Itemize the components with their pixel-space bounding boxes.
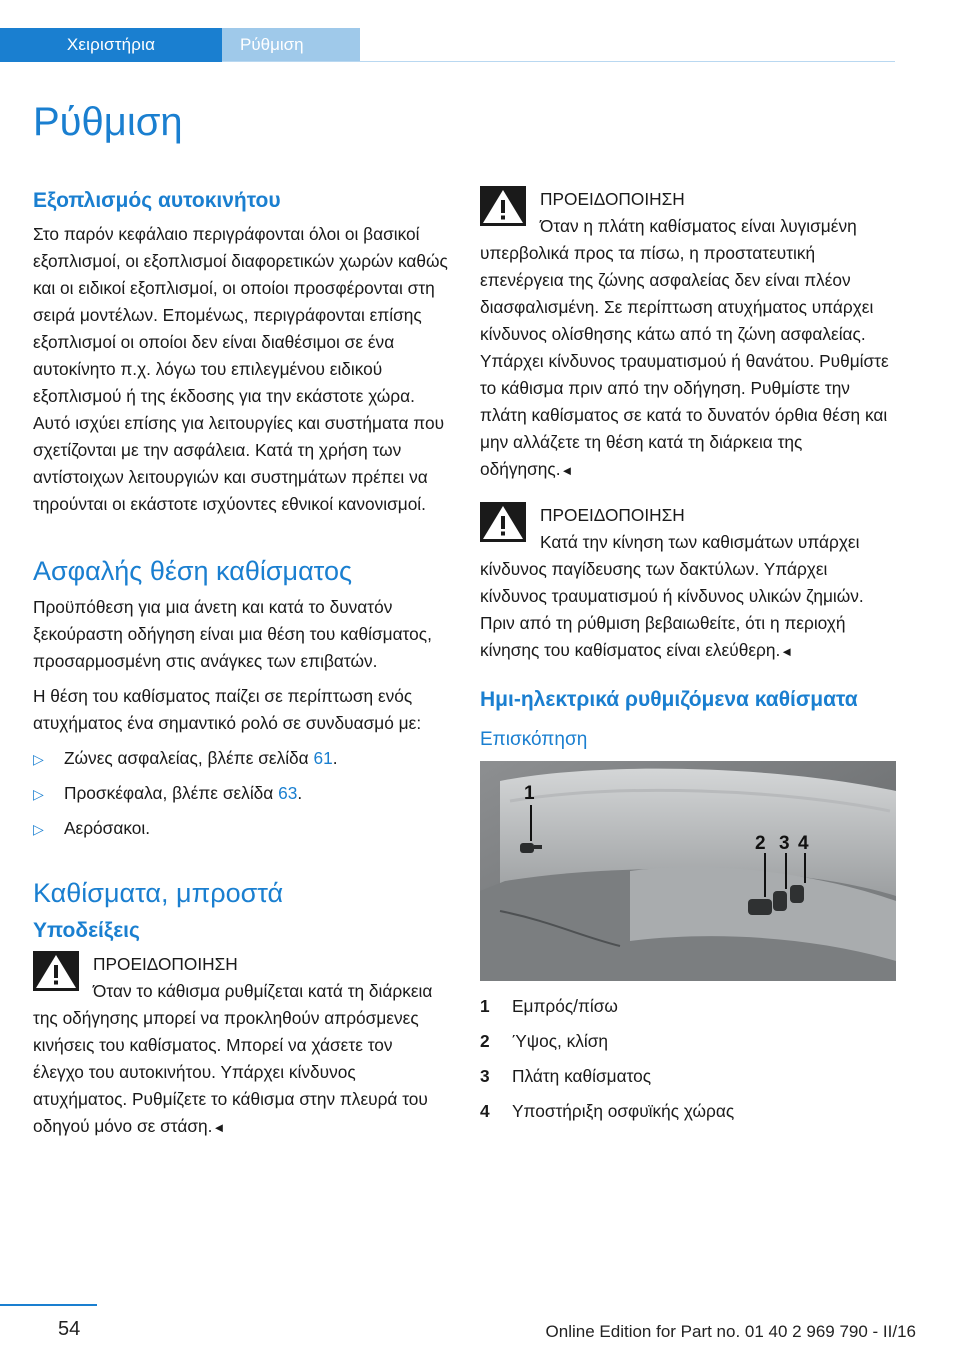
right-column xyxy=(480,186,898,1133)
list-item xyxy=(33,780,448,807)
section-front-seats-heading: Καθίσματα, μπροστά xyxy=(33,878,284,908)
seat-controls-figure xyxy=(480,761,896,981)
warning-triangle-icon xyxy=(480,502,526,542)
list-item xyxy=(33,815,448,842)
page-link-61[interactable]: 61 xyxy=(313,748,333,768)
legend-number: 1 xyxy=(480,996,490,1016)
bullet-text: Ζώνες ασφαλείας, βλέπε σελίδα xyxy=(64,748,314,768)
legend-row xyxy=(480,1028,898,1063)
safe-seat-paragraph-2: Η θέση του καθίσματος παίζει σε περίπτωση ενός ατυχήματος ένα σημαντικό ρολό σε συνδυασμό με: xyxy=(33,686,422,733)
warning-text: Όταν η πλάτη καθίσματος είναι λυγισμένη υπερβολικά προς τα πίσω, η προστατευτική επενέργεια της ζώνης ασφαλείας δεν είναι πλέον διασφαλισμένη. Σε περίπτωση ατυχήματος υπάρχει κίνδυνος ολίσθησης κάτω από τη ζώνη ασφαλείας. Υπάρχει κίνδυνος τραυματισμού ή θανάτου. Ρυθμίστε το κάθισμα πριν από την οδήγηση. Ρυθμίστε την πλάτη καθίσματος σε κατά το δυνατόν όρθια θέση και μην αλλάζετε τη θέση κατά τη διάρκεια της οδήγησης. xyxy=(480,216,889,479)
warning-block xyxy=(480,502,898,665)
semi-electric-seats-heading: Ημι-ηλεκτρικά ρυθμιζόμενα καθίσματα xyxy=(480,688,858,711)
callout-3: 3 xyxy=(779,833,790,854)
end-mark-icon: ◄ xyxy=(560,463,574,478)
warning-triangle-icon xyxy=(33,951,79,991)
legend-text: Υποστήριξη οσφυϊκής χώρας xyxy=(512,1101,735,1121)
overview-subheading: Επισκόπηση xyxy=(480,729,588,750)
bullet-tail: . xyxy=(297,783,303,803)
legend-text: Πλάτη καθίσματος xyxy=(512,1066,652,1086)
header-bar xyxy=(0,0,895,62)
safety-bullet-list xyxy=(33,745,448,842)
edition-info: Online Edition for Part no. 01 40 2 969 790 - II/16 xyxy=(545,1322,916,1341)
figure-legend xyxy=(480,993,898,1133)
callout-1: 1 xyxy=(524,783,535,804)
bullet-text: Προσκέφαλα, βλέπε σελίδα xyxy=(64,783,279,803)
page-number: 54 xyxy=(58,1318,81,1340)
warning-label: ΠΡΟΕΙΔΟΠΟΙΗΣΗ xyxy=(540,189,685,209)
warning-label: ΠΡΟΕΙΔΟΠΟΙΗΣΗ xyxy=(93,954,238,974)
page-title: Ρύθμιση xyxy=(33,100,183,144)
legend-text: Εμπρός/πίσω xyxy=(512,996,618,1016)
page-link-63[interactable]: 63 xyxy=(278,783,298,803)
end-mark-icon: ◄ xyxy=(780,644,794,659)
bullet-triangle-icon: ▷ xyxy=(33,821,44,837)
callout-4: 4 xyxy=(798,833,809,854)
end-mark-icon: ◄ xyxy=(212,1120,226,1135)
legend-row xyxy=(480,993,898,1028)
warning-triangle-icon xyxy=(480,186,526,226)
safe-seat-paragraph-1: Προϋπόθεση για μια άνετη και κατά το δυνατόν ξεκούραστη οδήγηση είναι μια θέση του καθίσματος, προσαρμοσμένη στις ανάγκες των επιβατών. xyxy=(33,597,432,671)
warning-text: Όταν το κάθισμα ρυθμίζεται κατά τη διάρκεια της οδήγησης μπορεί να προκληθούν απρόσμενες κινήσεις του καθίσματος. Μπορεί να χάσετε τον έλεγχο του αυτοκινήτου. Υπάρχει κίνδυνος ατυχήματος. Ρυθμίζετε το κάθισμα στην πλευρά του οδηγού μόνο σε στάση. xyxy=(33,981,433,1136)
warning-label: ΠΡΟΕΙΔΟΠΟΙΗΣΗ xyxy=(540,505,685,525)
legend-number: 2 xyxy=(480,1031,490,1051)
notes-subheading: Υποδείξεις xyxy=(33,919,140,942)
list-item xyxy=(33,745,448,772)
warning-block xyxy=(33,951,448,1141)
footer-divider xyxy=(0,1304,97,1306)
bullet-tail: . xyxy=(332,748,338,768)
section-vehicle-equipment-heading: Εξοπλισμός αυτοκινήτου xyxy=(33,189,281,212)
bullet-triangle-icon: ▷ xyxy=(33,751,44,767)
bullet-text: Αερόσακοι. xyxy=(64,818,151,838)
tab-controls[interactable]: Χειριστήρια xyxy=(0,28,222,62)
tab-adjustment[interactable]: Ρύθμιση xyxy=(222,28,360,62)
header-divider xyxy=(222,61,895,62)
warning-text: Κατά την κίνηση των καθισμάτων υπάρχει κίνδυνος παγίδευσης των δακτύλων. Υπάρχει κίνδυνος τραυματισμού ή κίνδυνος υλικών ζημιών. Πριν από τη ρύθμιση βεβαιωθείτε, ότι η περιοχή κίνησης του καθίσματος είναι ελεύθερη. xyxy=(480,532,864,660)
warning-block xyxy=(480,186,898,484)
legend-number: 4 xyxy=(480,1101,490,1121)
legend-text: Ύψος, κλίση xyxy=(512,1031,609,1051)
vehicle-equipment-paragraph: Στο παρόν κεφάλαιο περιγράφονται όλοι οι βασικοί εξοπλισμοί, οι εξοπλισμοί διαφορετικών χωρών καθώς και οι ειδικοί εξοπλισμοί, οι οποίοι προσφέρονται στη σειρά μοντέλων. Επομένως, περιγράφονται επίσης εξοπλισμοί οι οποίοι δεν είναι διαθέσιμοι σε ένα αυτοκίνητο π.χ. λόγω του επιλεγμένου ειδικού εξοπλισμού ή της έκδοσης για την εκάστοτε χώρα. Αυτό ισχύει επίσης για λειτουργίες και συστήματα που σχετίζονται με την ασφάλεια. Κατά τη χρήση των αντίστοιχων λειτουργιών και συστημάτων πρέπει να τηρούνται οι εκάστοτε ισχύοντες εθνικοί κανονισμοί. xyxy=(33,224,448,514)
legend-row xyxy=(480,1098,898,1133)
legend-row xyxy=(480,1063,898,1098)
section-safe-seat-position-heading: Ασφαλής θέση καθίσματος xyxy=(33,556,352,586)
legend-number: 3 xyxy=(480,1066,490,1086)
bullet-triangle-icon: ▷ xyxy=(33,786,44,802)
callout-2: 2 xyxy=(755,833,766,854)
left-column xyxy=(33,186,448,1149)
